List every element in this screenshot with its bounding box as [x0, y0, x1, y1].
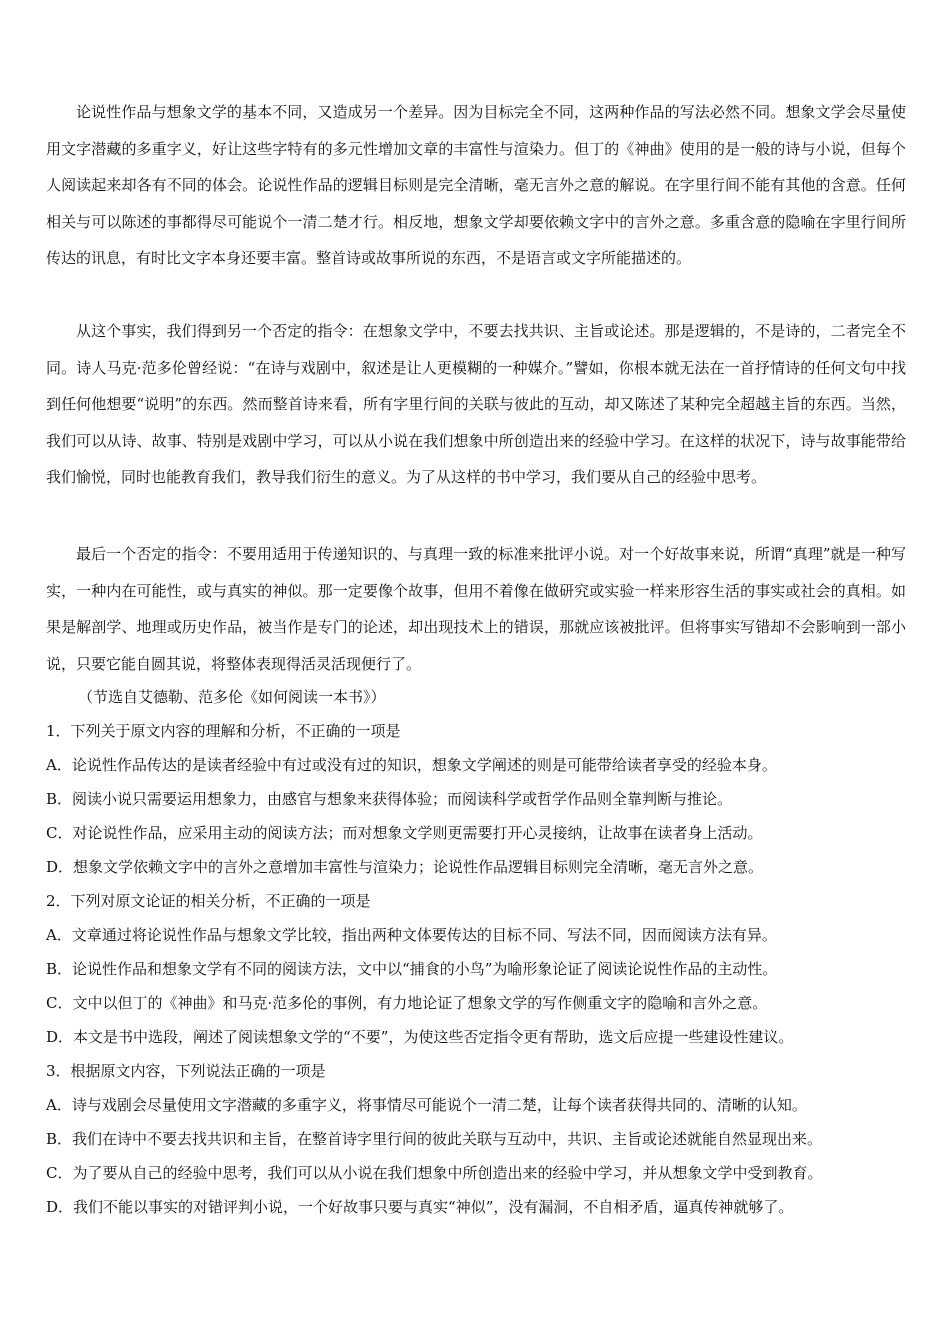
question-stem: 1．下列关于原文内容的理解和分析，不正确的一项是: [46, 722, 401, 740]
question-stem: 3．根据原文内容，下列说法正确的一项是: [46, 1062, 326, 1080]
question-stem: 2．下列对原文论证的相关分析，不正确的一项是: [46, 892, 371, 910]
option-d: D．我们不能以事实的对错评判小说，一个好故事只要与真实“神似”，没有漏洞，不自相矛盾，逼真传神就够了。: [46, 1198, 794, 1216]
option-d: D．本文是书中选段，阐述了阅读想象文学的“不要”，为使这些否定指令更有帮助，选文后应提一些建设性建议。: [46, 1028, 794, 1046]
option-c: C．为了要从自己的经验中思考，我们可以从小说在我们想象中所创造出来的经验中学习，并从想象文学中受到教育。: [46, 1164, 823, 1182]
passage-source: （节选自艾德勒、范多伦《如何阅读一本书》）: [78, 688, 386, 706]
option-d: D．想象文学依赖文字中的言外之意增加丰富性与渲染力；论说性作品逻辑目标则完全清晰，毫无言外之意。: [46, 858, 764, 876]
option-a: A．论说性作品传达的是读者经验中有过或没有过的知识，想象文学阐述的则是可能带给读者享受的经验本身。: [46, 756, 777, 774]
option-b: B．论说性作品和想象文学有不同的阅读方法，文中以“捕食的小鸟”为喻形象论证了阅读论说性作品的主动性。: [46, 960, 778, 978]
passage-paragraph-2: 从这个事实，我们得到另一个否定的指令：在想象文学中，不要去找共识、主旨或论述。那是逻辑的，不是诗的，二者完全不同。诗人马克·范多伦曾经说：“在诗与戏剧中，叙述是让人更模糊的一种媒介。”譬如，你根本就无法在一首抒情诗的任何文句中找到任何他想要“说明”的东西。然而整首诗来看，所有字里行间的关联与彼此的互动，却又陈述了某种完全超越主旨的东西。当然，我们可以从诗、故事、特别是戏剧中学习，可以从小说在我们想象中所创造出来的经验中学习。在这样的状况下，诗与故事能带给我们愉悦，同时也能教育我们，教导我们衍生的意义。为了从这样的书中学习，我们要从自己的经验中思考。: [46, 322, 906, 487]
option-b: B．我们在诗中不要去找共识和主旨，在整首诗字里行间的彼此关联与互动中，共识、主旨或论述就能自然显现出来。: [46, 1130, 823, 1148]
option-c: C．对论说性作品，应采用主动的阅读方法；而对想象文学则更需要打开心灵接纳，让故事在读者身上活动。: [46, 824, 763, 842]
passage-paragraph-1: 论说性作品与想象文学的基本不同，又造成另一个差异。因为目标完全不同，这两种作品的写法必然不同。想象文学会尽量使用文字潜藏的多重字义，好让这些字特有的多元性增加文章的丰富性与渲染力。但丁的《神曲》使用的是一般的诗与小说，但每个人阅读起来却各有不同的体会。论说性作品的逻辑目标则是完全清晰，毫无言外之意的解说。在字里行间不能有其他的含意。任何相关与可以陈述的事都得尽可能说个一清二楚才行。相反地，想象文学却要依赖文字中的言外之意。多重含意的隐喻在字里行间所传达的讯息，有时比文字本身还要丰富。整首诗或故事所说的东西，不是语言或文字所能描述的。: [46, 103, 906, 268]
passage-paragraph-3: 最后一个否定的指令：不要用适用于传递知识的、与真理一致的标准来批评小说。对一个好故事来说，所谓“真理”就是一种写实，一种内在可能性，或与真实的神似。那一定要像个故事，但用不着像在做研究或实验一样来形容生活的事实或社会的真相。如果是解剖学、地理或历史作品，被当作是专门的论述，却出现技术上的错误，那就应该被批评。但将事实写错却不会影响到一部小说，只要它能自圆其说，将整体表现得活灵活现便行了。: [46, 545, 906, 673]
option-c: C．文中以但丁的《神曲》和马克·范多伦的事例，有力地论证了想象文学的写作侧重文字的隐喻和言外之意。: [46, 994, 768, 1012]
option-b: B．阅读小说只需要运用想象力，由感官与想象来获得体验；而阅读科学或哲学作品则全靠判断与推论。: [46, 790, 733, 808]
option-a: A．文章通过将论说性作品与想象文学比较，指出两种文体要传达的目标不同、写法不同，因而阅读方法有异。: [46, 926, 777, 944]
option-a: A．诗与戏剧会尽量使用文字潜藏的多重字义，将事情尽可能说个一清二楚，让每个读者获得共同的、清晰的认知。: [46, 1096, 807, 1114]
